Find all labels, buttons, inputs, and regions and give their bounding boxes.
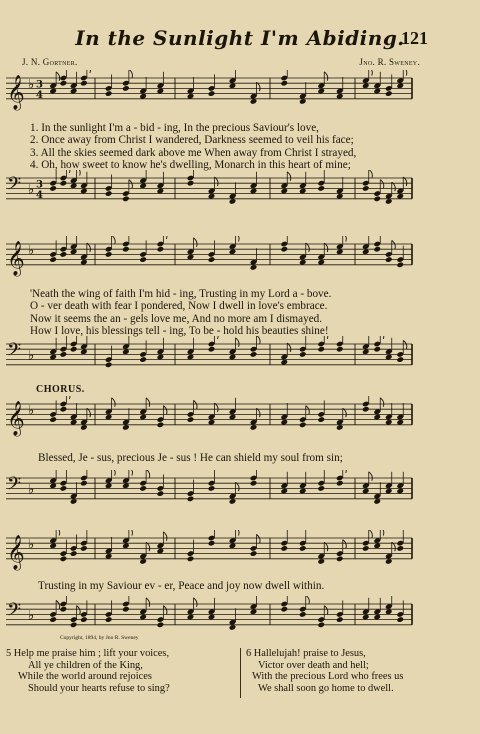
bass-staff-chorus-1 xyxy=(0,470,480,520)
note-head xyxy=(80,616,88,623)
note-head xyxy=(373,196,381,203)
note-flag xyxy=(380,530,384,536)
note-flag xyxy=(194,400,198,409)
verse-3-line: 3. All the skies seemed dark above me When away from Christ I strayed, xyxy=(30,146,357,159)
flat-icon: ♭ xyxy=(28,608,35,624)
verse-lines xyxy=(30,122,356,172)
note-head xyxy=(317,622,325,629)
note-flag xyxy=(392,240,396,249)
note-head xyxy=(105,90,113,97)
time-signature-icon: 3 xyxy=(36,179,43,191)
note-head xyxy=(80,480,88,487)
note-flag xyxy=(369,530,373,538)
verse-1-line: 1. In the sunlight I'm a - bid - ing, In the precious Saviour's love, xyxy=(30,122,319,134)
stanza-6-line: 6 Hallelujah! praise to Jesus, xyxy=(246,648,366,659)
note-head xyxy=(139,356,147,363)
note-head xyxy=(60,485,68,492)
note-flag xyxy=(77,606,81,615)
note-flag xyxy=(236,530,240,536)
note-flag xyxy=(129,70,133,78)
staff-lines xyxy=(6,604,412,625)
note-flag xyxy=(163,406,167,415)
flat-icon: ♭ xyxy=(28,243,35,259)
note-head xyxy=(317,185,325,192)
note-head xyxy=(70,346,78,353)
note-head xyxy=(122,196,130,203)
note-head xyxy=(139,485,147,492)
note-flag xyxy=(112,470,116,476)
stanza-divider xyxy=(240,648,241,698)
note-flag xyxy=(112,398,116,407)
note-head xyxy=(280,545,288,552)
note-flag xyxy=(87,70,91,73)
note-head xyxy=(49,185,57,192)
note-flag xyxy=(369,472,373,481)
note-flag xyxy=(56,72,60,81)
note-head xyxy=(373,246,381,253)
stanza-5-line: All ye children of the King, xyxy=(28,659,143,671)
treble-staff-chorus-1 xyxy=(0,396,480,446)
note-head xyxy=(336,480,344,487)
note-head xyxy=(396,616,404,623)
note-flag xyxy=(343,470,347,473)
time-signature-icon: 4 xyxy=(36,189,43,201)
note-head xyxy=(208,540,216,547)
note-flag xyxy=(236,338,240,347)
note-flag xyxy=(403,340,407,349)
note-head xyxy=(362,545,370,552)
staff-lines xyxy=(6,344,412,365)
note-flag xyxy=(194,238,198,247)
note-flag xyxy=(380,336,384,339)
note-head xyxy=(105,190,113,197)
note-flag xyxy=(129,470,133,476)
note-head xyxy=(317,346,325,353)
verse-3-cont-line: Now it seems the an - gels love me, And no more am I dismayed. xyxy=(30,312,323,325)
time-signature-icon: 4 xyxy=(36,89,43,101)
note-flag xyxy=(257,336,261,344)
verse-continuation-lines xyxy=(30,288,331,338)
chorus-label: CHORUS. xyxy=(36,384,85,395)
flat-icon: ♭ xyxy=(28,77,35,93)
note-head xyxy=(49,416,57,423)
verse-4-cont-line: How I love, his blessings tell - ing, To be - hold his beauties shine! xyxy=(30,325,329,338)
note-flag xyxy=(129,180,133,189)
note-head xyxy=(187,180,195,187)
note-head xyxy=(280,246,288,253)
staff-lines xyxy=(6,538,412,559)
note-head xyxy=(250,550,258,557)
chorus-line-2: Trusting in my Saviour ev - er, Peace and joy now dwell within. xyxy=(38,580,325,592)
stanza-5 xyxy=(6,648,170,694)
note-flag xyxy=(146,398,150,407)
note-head xyxy=(317,485,325,492)
note-head xyxy=(187,496,195,503)
stanza-6 xyxy=(246,648,403,694)
page-number: 121 xyxy=(401,28,428,48)
note-head xyxy=(208,90,216,97)
note-head xyxy=(208,485,216,492)
note-flag xyxy=(163,606,167,615)
note-flag xyxy=(306,596,310,604)
verse-2-line: 2. Once away from Christ I wandered, Darkness seemed to veil his face; xyxy=(30,134,354,147)
note-head xyxy=(250,480,258,487)
time-signature-icon: 3 xyxy=(36,79,43,91)
note-flag xyxy=(146,470,150,478)
bass-clef-icon: 𝄢 xyxy=(7,339,22,365)
note-head xyxy=(60,406,68,413)
note-flag xyxy=(194,598,198,607)
note-flag xyxy=(343,236,347,242)
note-flag xyxy=(66,396,70,399)
bass-staff-system-2 xyxy=(0,336,480,386)
note-flag xyxy=(236,236,240,242)
verse-2-cont-line: O - ver death with fear I pondered, Now I dwell in love's embrace. xyxy=(30,300,328,313)
note-head xyxy=(80,80,88,87)
note-head xyxy=(157,422,165,429)
note-flag xyxy=(66,170,70,173)
note-flag xyxy=(215,336,219,339)
note-head xyxy=(157,622,165,629)
note-flag xyxy=(129,530,133,536)
note-flag xyxy=(287,172,291,181)
note-head xyxy=(396,356,404,363)
note-head xyxy=(70,622,78,629)
note-head xyxy=(60,80,68,87)
note-head xyxy=(49,616,57,623)
note-head xyxy=(396,262,404,269)
note-head xyxy=(60,251,68,258)
note-head xyxy=(299,545,307,552)
verse-1-cont-line: 'Neath the wing of faith I'm hid - ing, Trusting in my Lord a - bove. xyxy=(30,288,332,300)
note-head xyxy=(49,256,57,263)
copyright-notice: Copyright, 1894, by Jno R. Sweney xyxy=(60,635,139,641)
note-head xyxy=(299,422,307,429)
note-head xyxy=(157,490,165,497)
note-head xyxy=(187,416,195,423)
note-flag xyxy=(369,170,373,178)
note-flag xyxy=(112,236,116,244)
note-head xyxy=(280,606,288,613)
note-head xyxy=(122,606,130,613)
composer-credit: Jno. R. Sweney. xyxy=(359,57,420,67)
note-flag xyxy=(380,398,384,407)
treble-staff-system-1 xyxy=(0,70,480,120)
note-flag xyxy=(257,534,261,543)
treble-staff-system-2 xyxy=(0,236,480,286)
flat-icon: ♭ xyxy=(28,348,35,364)
note-head xyxy=(60,556,68,563)
note-flag xyxy=(56,530,60,536)
note-flag xyxy=(403,70,407,76)
note-head xyxy=(105,362,113,369)
note-flag xyxy=(324,606,328,615)
treble-clef-icon: 𝄞 xyxy=(7,400,25,436)
bass-clef-icon: 𝄢 xyxy=(7,173,22,199)
note-flag xyxy=(324,336,328,339)
stanza-6-line: We shall soon go home to dwell. xyxy=(258,682,394,694)
note-flag xyxy=(163,236,167,239)
note-flag xyxy=(163,532,167,541)
note-flag xyxy=(77,170,81,176)
hymn-title: In the Sunlight I'm Abiding. xyxy=(75,26,405,50)
note-head xyxy=(336,346,344,353)
note-head xyxy=(396,545,404,552)
note-head xyxy=(60,351,68,358)
note-head xyxy=(336,556,344,563)
chorus-line-1: Blessed, Je - sus, precious Je - sus ! He can shield my soul from sin; xyxy=(38,452,343,464)
note-flag xyxy=(306,406,310,415)
note-flag xyxy=(56,600,60,609)
note-head xyxy=(317,416,325,423)
note-head xyxy=(139,256,147,263)
bass-staff-system-1 xyxy=(0,170,480,220)
note-head xyxy=(105,251,113,258)
note-head xyxy=(362,406,370,413)
note-flag xyxy=(146,598,150,607)
note-head xyxy=(122,85,130,92)
author-credit: J. N. Gortner. xyxy=(22,57,78,67)
note-flag xyxy=(324,72,328,81)
note-head xyxy=(280,80,288,87)
bass-clef-icon: 𝄢 xyxy=(7,599,22,625)
note-head xyxy=(122,246,130,253)
treble-clef-icon: 𝄞 xyxy=(7,534,25,570)
note-head xyxy=(208,256,216,263)
note-head xyxy=(299,611,307,618)
bass-clef-icon: 𝄢 xyxy=(7,473,22,499)
flat-icon: ♭ xyxy=(28,537,35,553)
treble-clef-icon: 𝄞 xyxy=(7,74,25,110)
flat-icon: ♭ xyxy=(28,403,35,419)
note-head xyxy=(373,346,381,353)
stanza-5-line: While the world around rejoices xyxy=(18,671,152,683)
note-head xyxy=(362,185,370,192)
note-head xyxy=(299,351,307,358)
treble-clef-icon: 𝄞 xyxy=(7,240,25,276)
note-flag xyxy=(380,180,384,189)
stanza-6-line: Victor over death and hell; xyxy=(258,659,369,671)
note-head xyxy=(250,351,258,358)
note-head xyxy=(336,616,344,623)
note-head xyxy=(70,550,78,557)
stanza-5-line: Should your hearts refuse to sing? xyxy=(28,682,170,694)
flat-icon: ♭ xyxy=(28,482,35,498)
note-head xyxy=(80,545,88,552)
note-flag xyxy=(343,540,347,549)
note-head xyxy=(385,256,393,263)
note-head xyxy=(157,246,165,253)
verse-4-line: 4. Oh, how sweet to know he's dwelling, Monarch in this heart of mine; xyxy=(30,159,351,172)
flat-icon: ♭ xyxy=(28,182,35,198)
note-head xyxy=(60,606,68,613)
note-head xyxy=(208,346,216,353)
note-head xyxy=(187,556,195,563)
stanza-5-line: 5 Help me praise him ; lift your voices, xyxy=(6,648,170,659)
stanza-6-line: With the precious Lord who frees us xyxy=(252,671,404,683)
note-flag xyxy=(369,70,373,76)
note-head xyxy=(105,616,113,623)
treble-staff-chorus-2 xyxy=(0,530,480,580)
note-head xyxy=(385,90,393,97)
note-head xyxy=(60,180,68,187)
